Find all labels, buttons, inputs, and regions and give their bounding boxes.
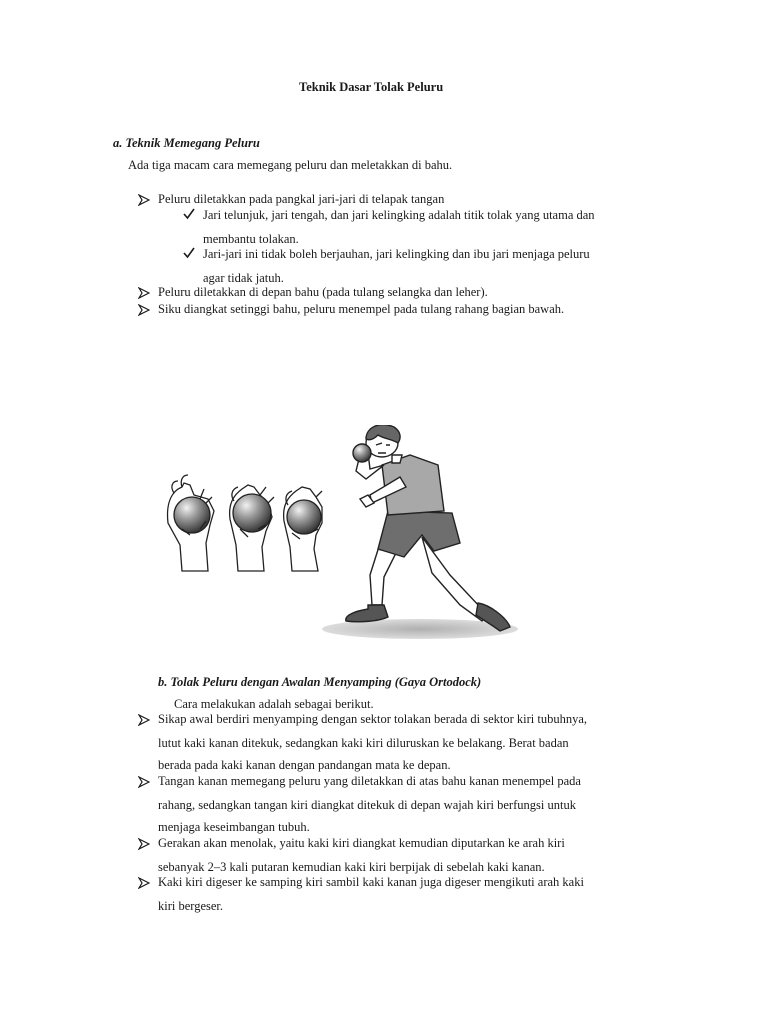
bullet-text: Gerakan akan menolak, yaitu kaki kiri diangkat kemudian diputarkan ke arah kiri [158,836,565,850]
hand-grip-1 [167,475,214,571]
bullet-text-continued: sebanyak 2–3 kali putaran kemudian kaki kiri berpijak di sebelah kaki kanan. [158,860,545,874]
bullet-text-continued: rahang, sedangkan tangan kiri diangkat ditekuk di depan wajah kiri berfungsi untuk [158,798,576,812]
section-b-heading: b. Tolak Peluru dengan Awalan Menyamping (Gaya Ortodock) [158,675,482,689]
bullet-text-continued: berada pada kaki kanan dengan pandangan mata ke depan. [158,758,451,772]
bullet-text: Kaki kiri digeser ke samping kiri sambil kaki kanan juga digeser mengikuti arah kaki [158,875,584,889]
arrow-bullet-icon [138,714,150,726]
arrow-bullet-icon [138,838,150,850]
bullet-text: Peluru diletakkan pada pangkal jari-jari di telapak tangan [158,192,445,206]
arrow-bullet-icon [138,287,150,299]
sub-bullet-text-continued: agar tidak jatuh. [203,271,284,285]
bullet-text: Peluru diletakkan di depan bahu (pada tulang selangka dan leher). [158,285,488,299]
arrow-bullet-icon [138,877,150,889]
section-a-heading: a. Teknik Memegang Peluru [113,136,260,150]
checkmark-icon [183,247,195,259]
section-a-intro: Ada tiga macam cara memegang peluru dan meletakkan di bahu. [128,158,453,172]
arrow-bullet-icon [138,776,150,788]
checkmark-icon [183,208,195,220]
bullet-text: Siku diangkat setinggi bahu, peluru menempel pada tulang rahang bagian bawah. [158,302,565,316]
sub-bullet-text-continued: membantu tolakan. [203,232,299,246]
section-b-intro: Cara melakukan adalah sebagai berikut. [174,697,374,711]
bullet-text-continued: menjaga keseimbangan tubuh. [158,820,310,834]
page-title: Teknik Dasar Tolak Peluru [299,80,444,94]
hand-grip-2 [230,485,274,571]
shot-put-illustration [160,425,530,645]
bullet-text: Tangan kanan memegang peluru yang diletakkan di atas bahu kanan menempel pada [158,774,581,788]
sub-bullet-text: Jari-jari ini tidak boleh berjauhan, jari kelingking dan ibu jari menjaga peluru [203,247,590,261]
bullet-text-continued: kiri bergeser. [158,899,224,913]
arrow-bullet-icon [138,304,150,316]
arrow-bullet-icon [138,194,150,206]
bullet-text: Sikap awal berdiri menyamping dengan sektor tolakan berada di sektor kiri tubuhnya, [158,712,588,726]
bullet-text-continued: lutut kaki kanan ditekuk, sedangkan kaki kiri diluruskan ke belakang. Berat badan [158,736,569,750]
athlete-figure [322,425,518,639]
sub-bullet-text: Jari telunjuk, jari tengah, dan jari kelingking adalah titik tolak yang utama dan [203,208,595,222]
hand-grip-3 [284,487,322,571]
